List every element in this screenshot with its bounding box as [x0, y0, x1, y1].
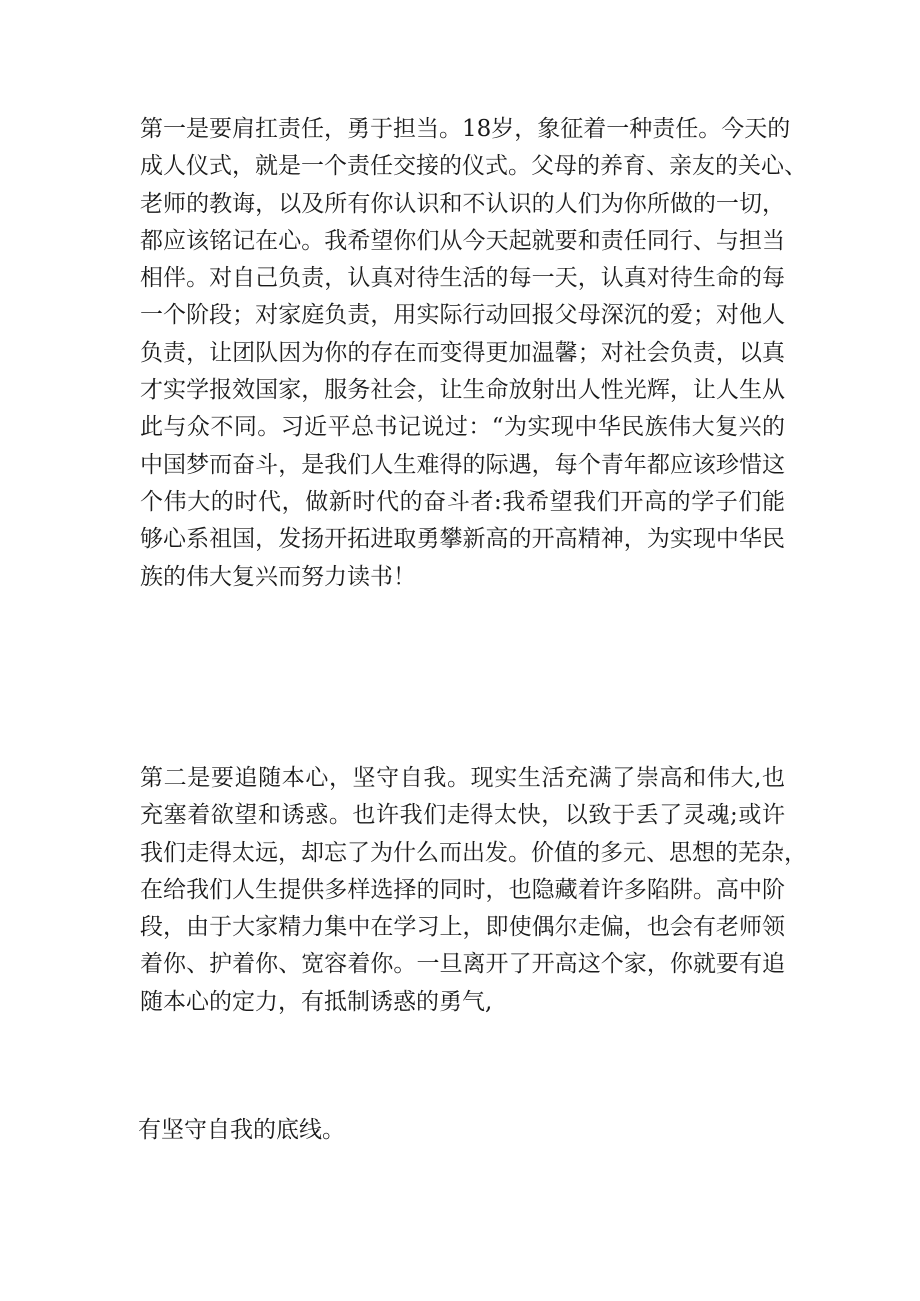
text-line: 够心系祖国，发扬开拓进取勇攀新高的开高精神，为实现中华民: [140, 526, 785, 553]
text-line: 充塞着欲望和诱惑。也许我们走得太快，以致于丢了灵魂;或许: [140, 802, 785, 829]
text-line: 段，由于大家精力集中在学习上，即使偶尔走偏，也会有老师领: [140, 914, 785, 941]
text-line: 族的伟大复兴而努力读书！: [140, 563, 416, 590]
text-line: 才实学报效国家，服务社会，让生命放射出人性光辉，让人生从: [140, 377, 785, 404]
paragraph-self: [140, 760, 807, 1021]
text-line: 此与众不同。习近平总书记说过：“为实现中华民族伟大复兴的: [140, 414, 785, 441]
text-line-tail: 有坚守自我的底线。: [138, 1117, 345, 1143]
text-line: 中国梦而奋斗，是我们人生难得的际遇，每个青年都应该珍惜这: [140, 451, 785, 478]
text-line: 我们走得太远，却忘了为什么而出发。价值的多元、思想的芜杂，: [140, 839, 807, 866]
text-line: 个伟大的时代，做新时代的奋斗者:我希望我们开高的学子们能: [140, 488, 785, 515]
text-line: 相伴。对自己负责，认真对待生活的每一天，认真对待生命的每: [140, 265, 785, 292]
text-line: 着你、护着你、宽容着你。一旦离开了开高这个家，你就要有追: [140, 951, 785, 978]
text-line: 一个阶段；对家庭负责，用实际行动回报父母深沉的爱；对他人: [140, 302, 785, 329]
text-line: 老师的教诲，以及所有你认识和不认识的人们为你所做的一切，: [140, 190, 785, 217]
text-line: 第一是要肩扛责任，勇于担当。18岁，象征着一种责任。今天的: [140, 116, 791, 142]
text-line: 都应该铭记在心。我希望你们从今天起就要和责任同行、与担当: [140, 227, 785, 254]
text-line: 成人仪式，就是一个责任交接的仪式。父母的养育、亲友的关心、: [140, 153, 807, 180]
text-line: 在给我们人生提供多样选择的同时，也隐藏着许多陷阱。高中阶: [140, 876, 785, 903]
text-line: 负责，让团队因为你的存在而变得更加温馨；对社会负责，以真: [140, 339, 785, 366]
text-line: 随本心的定力，有抵制诱惑的勇气,: [140, 988, 493, 1015]
text-line: 第二是要追随本心，坚守自我。现实生活充满了崇高和伟大,也: [140, 765, 785, 791]
paragraph-responsibility: [140, 111, 807, 596]
